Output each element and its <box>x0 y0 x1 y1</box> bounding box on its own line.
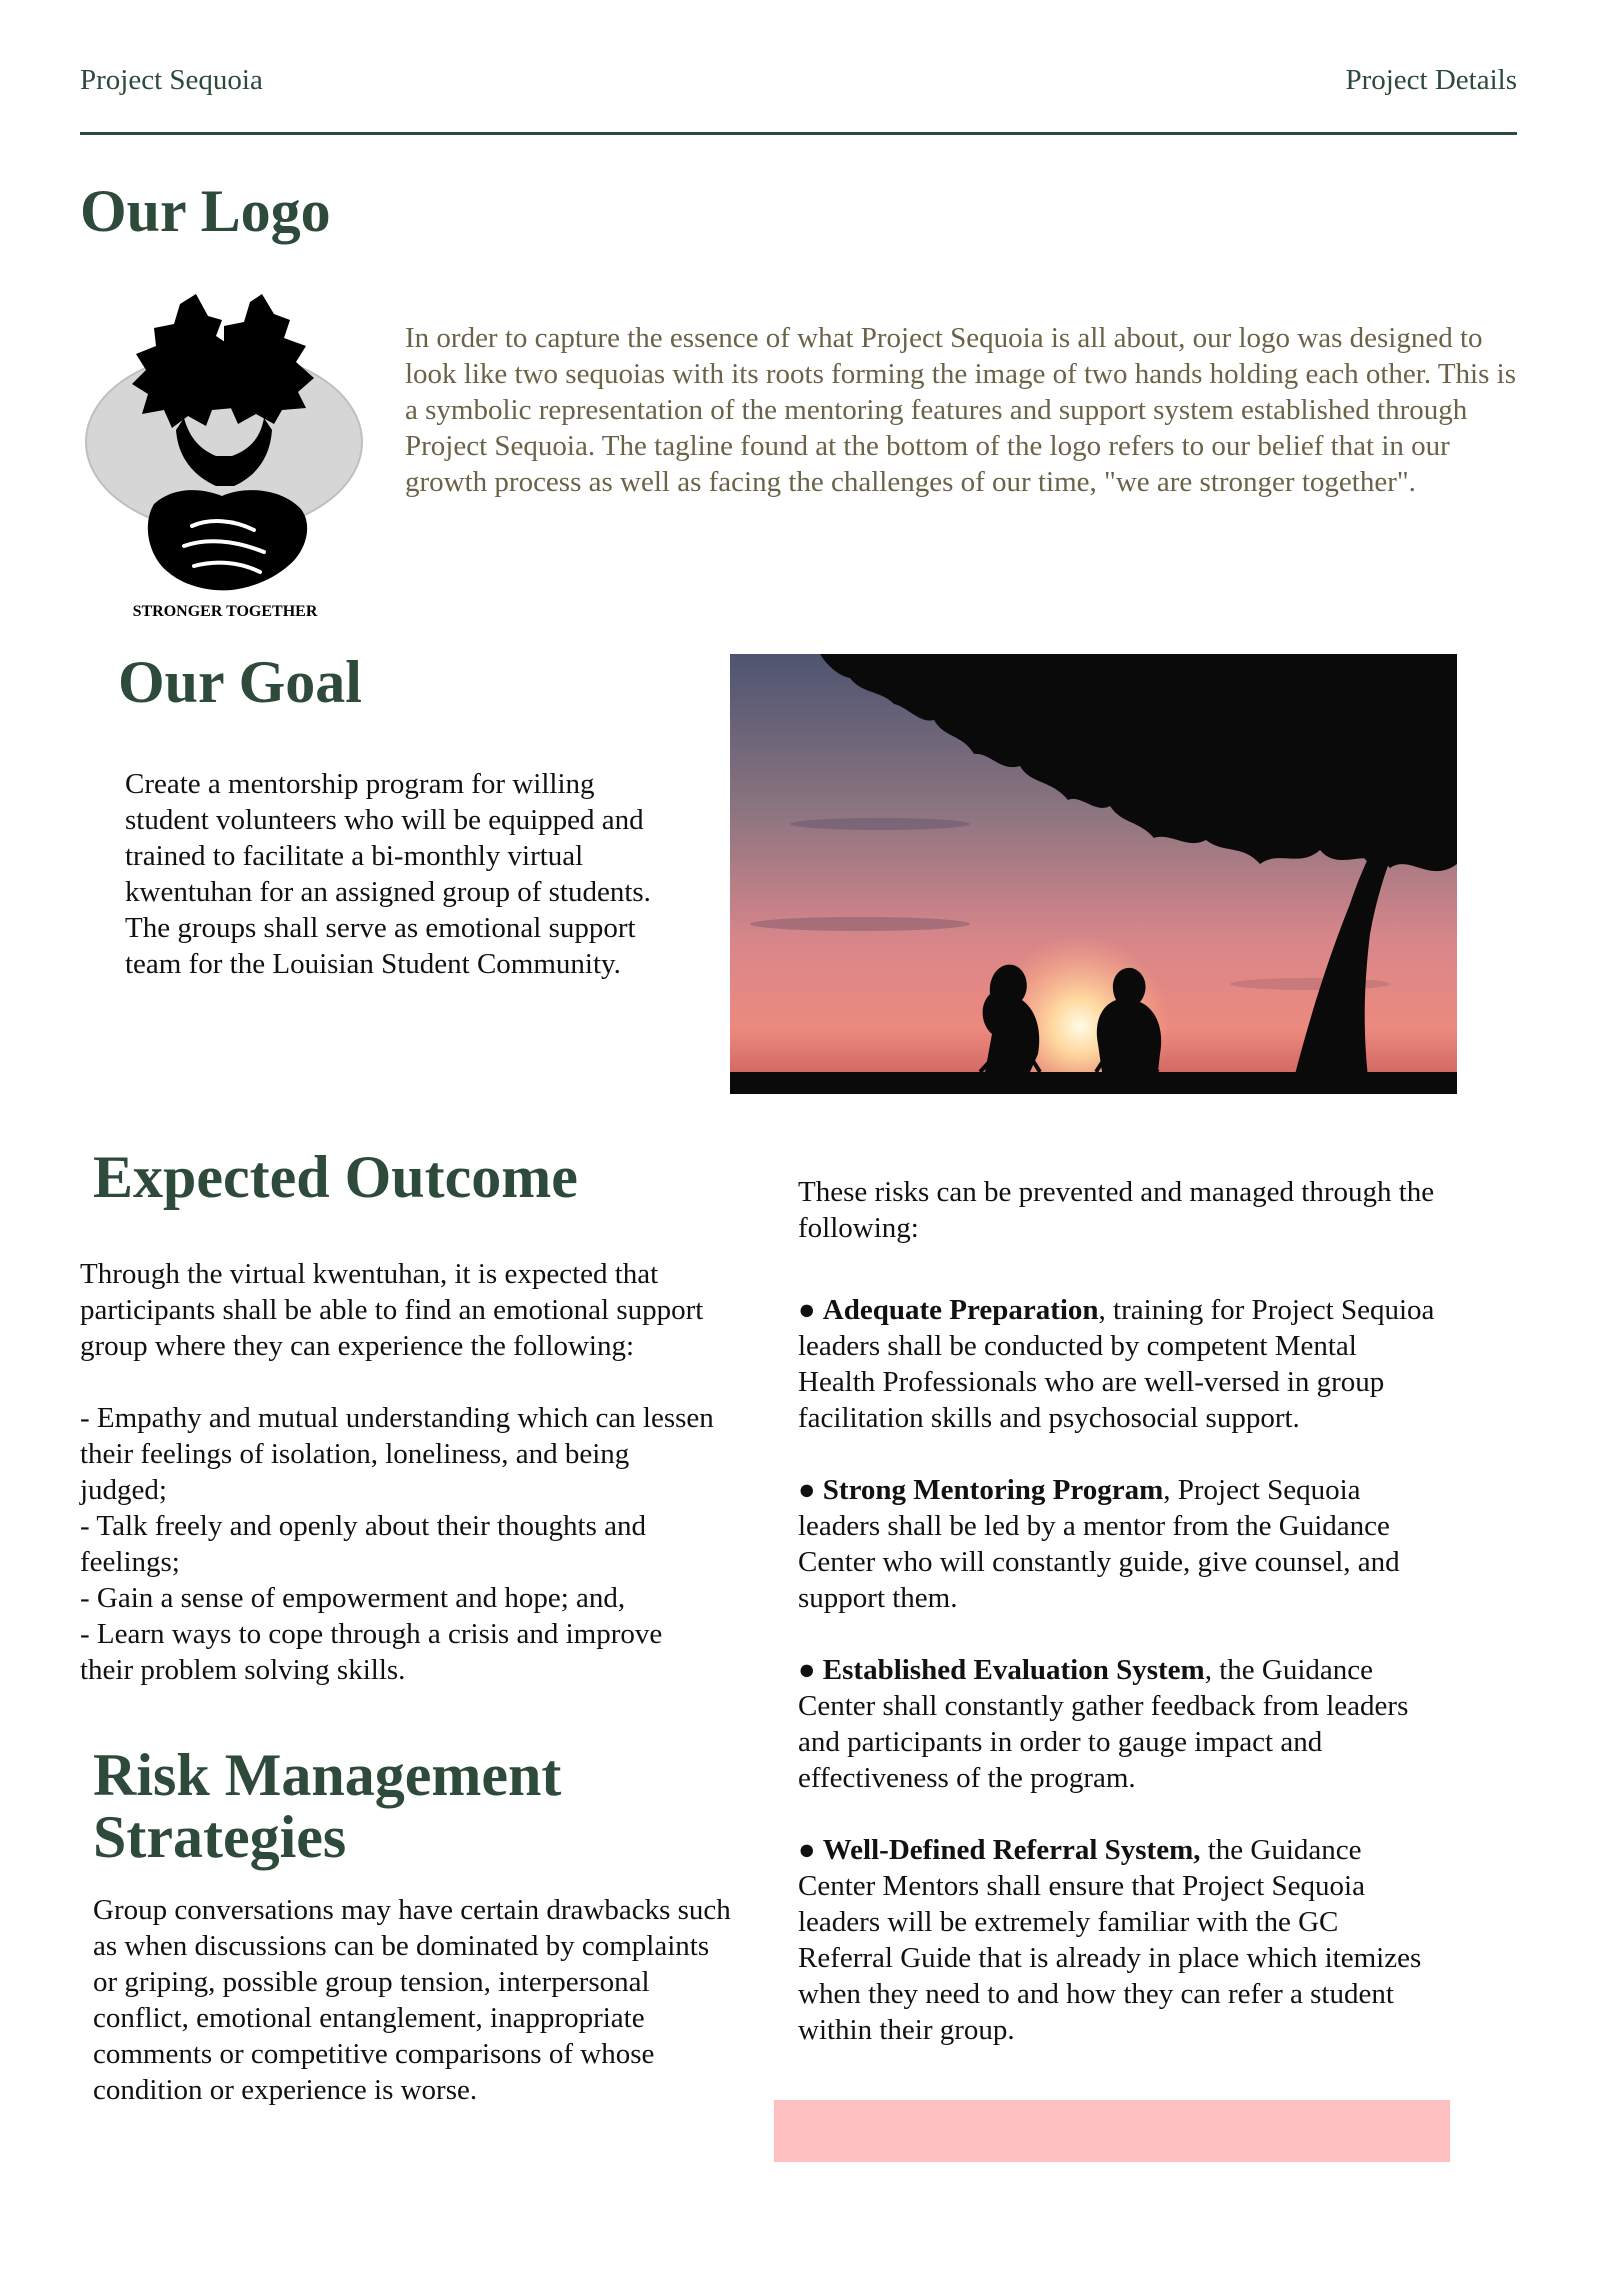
strategies-intro: These risks can be prevented and managed through the following: <box>798 1176 1435 1244</box>
logo-tagline: STRONGER TOGETHER <box>132 603 318 620</box>
outcome-item: - Gain a sense of empowerment and hope; and, <box>80 1582 626 1614</box>
risk-title-line1: Risk Management <box>93 1742 562 1808</box>
sunset-silhouette-photo <box>730 654 1457 1094</box>
header-right-title: Project Details <box>1345 64 1517 96</box>
pink-highlight-box <box>774 2100 1450 2162</box>
bullet-icon: ● <box>798 1294 816 1326</box>
outcome-item: - Empathy and mutual understanding which can lessen their feelings of isolation, loneliness, and being judged; <box>80 1402 714 1506</box>
project-sequoia-logo <box>84 290 366 620</box>
header-left-title: Project Sequoia <box>80 64 263 96</box>
logo-section-title: Our Logo <box>80 178 331 244</box>
strategies-list <box>798 1292 1438 2048</box>
risk-title-line2: Strategies <box>93 1804 347 1870</box>
strategy-item <box>798 1652 1438 1796</box>
strategy-desc: , Project Sequoia leaders shall be led by a mentor from the Guidance Center who will constantly guide, give counsel, and support them. <box>798 1474 1400 1614</box>
strategy-item <box>798 1472 1438 1616</box>
outcome-body <box>80 1256 720 1688</box>
strategy-name: Established Evaluation System <box>822 1654 1205 1686</box>
strategy-name: Well-Defined Referral System, <box>822 1834 1201 1866</box>
outcome-item: - Talk freely and openly about their thoughts and feelings; <box>80 1510 647 1578</box>
header-divider <box>80 132 1517 135</box>
logo-description: In order to capture the essence of what Project Sequoia is all about, our logo was designed to look like two sequoias with its roots forming the image of two hands holding each other. This is a symbolic representation of the mentoring features and support system established through Project Sequoia. The tagline found at the bottom of the logo refers to our belief that in our growth process as well as facing the challenges of our time, "we are stronger together". <box>405 322 1516 498</box>
risk-section-title <box>93 1744 561 1868</box>
strategy-desc: , the Guidance Center shall constantly gather feedback from leaders and participants in order to gauge impact and effectiveness of the program. <box>798 1654 1409 1794</box>
outcome-item: - Learn ways to cope through a crisis and improve their problem solving skills. <box>80 1618 663 1686</box>
risk-text: Group conversations may have certain drawbacks such as when discussions can be dominated by complaints or griping, possible group tension, interpersonal conflict, emotional entanglement, inappropriate comments or competitive comparisons of whose condition or experience is worse. <box>93 1894 731 2106</box>
strategy-item <box>798 1292 1438 1436</box>
outcome-section-title: Expected Outcome <box>93 1144 578 1210</box>
strategy-desc: the Guidance Center Mentors shall ensure that Project Sequoia leaders will be extremely familiar with the GC Referral Guide that is already in place which itemizes when they need to and how they can refer a student within their group. <box>798 1834 1422 2046</box>
strategy-desc: , training for Project Sequioa leaders shall be conducted by competent Mental Health Professionals who are well-versed in group facilitation skills and psychosocial support. <box>798 1294 1435 1434</box>
bullet-icon: ● <box>798 1654 816 1686</box>
outcome-intro: Through the virtual kwentuhan, it is expected that participants shall be able to find an emotional support group where they can experience the following: <box>80 1258 704 1362</box>
bullet-icon: ● <box>798 1834 816 1866</box>
bullet-icon: ● <box>798 1474 816 1506</box>
goal-section-title: Our Goal <box>118 649 362 715</box>
strategy-name: Strong Mentoring Program <box>822 1474 1164 1506</box>
goal-text: Create a mentorship program for willing student volunteers who will be equipped and trained to facilitate a bi-monthly virtual kwentuhan for an assigned group of students. The groups shall serve as emotional support team for the Louisian Student Community. <box>125 768 651 980</box>
strategy-item <box>798 1832 1438 2048</box>
strategy-name: Adequate Preparation <box>822 1294 1099 1326</box>
